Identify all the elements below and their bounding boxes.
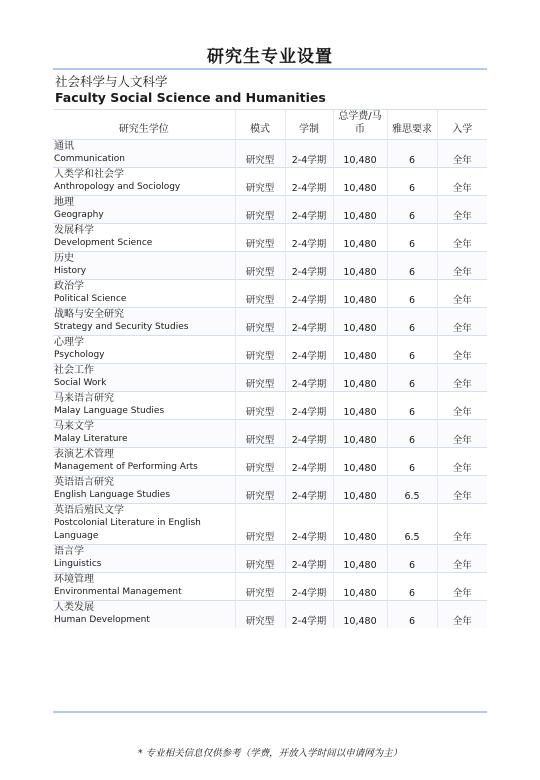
fee-cell: 10,480: [333, 545, 387, 573]
ielts-cell: 6.5: [387, 504, 437, 545]
intake-cell: 全年: [437, 476, 487, 504]
table-row: [53, 224, 487, 252]
programme-name-en: Malay Literature: [54, 434, 128, 444]
programme-table-section: [53, 68, 487, 628]
table-row: [53, 573, 487, 601]
programme-name-cn: 发展科学: [54, 225, 94, 236]
fee-cell: 10,480: [333, 196, 387, 224]
intake-cell: 全年: [437, 224, 487, 252]
programme-name-cn: 环境管理: [54, 574, 94, 585]
programme-name-cn: 心理学: [54, 337, 84, 348]
mode-cell: 研究型: [235, 280, 285, 308]
intake-cell: 全年: [437, 280, 487, 308]
fee-cell: 10,480: [333, 140, 387, 168]
programme-name-en: Malay Language Studies: [54, 406, 165, 416]
ielts-cell: 6: [387, 336, 437, 364]
ielts-cell: 6: [387, 280, 437, 308]
intake-cell: 全年: [437, 308, 487, 336]
programme-name-cn: 英语语言研究: [54, 477, 114, 488]
mode-cell: 研究型: [235, 420, 285, 448]
mode-cell: 研究型: [235, 364, 285, 392]
header-degree: 研究生学位: [53, 110, 235, 140]
fee-cell: 10,480: [333, 601, 387, 629]
fee-cell: 10,480: [333, 224, 387, 252]
programme-cell: [53, 601, 235, 629]
fee-cell: 10,480: [333, 252, 387, 280]
mode-cell: 研究型: [235, 196, 285, 224]
programme-name-en: Development Science: [54, 238, 153, 248]
programme-name-cn: 政治学: [54, 281, 84, 292]
table-row: [53, 196, 487, 224]
programme-name-cn: 历史: [54, 253, 74, 264]
duration-cell: 2-4学期: [285, 252, 333, 280]
intake-cell: 全年: [437, 504, 487, 545]
table-row: [53, 448, 487, 476]
ielts-cell: 6: [387, 545, 437, 573]
table-row: [53, 392, 487, 420]
fee-cell: 10,480: [333, 280, 387, 308]
intake-cell: 全年: [437, 601, 487, 629]
programme-cell: [53, 252, 235, 280]
duration-cell: 2-4学期: [285, 420, 333, 448]
mode-cell: 研究型: [235, 448, 285, 476]
header-ielts: 雅思要求: [387, 110, 437, 140]
programme-name-en: English Language Studies: [54, 490, 171, 500]
mode-cell: 研究型: [235, 224, 285, 252]
programme-cell: [53, 280, 235, 308]
bottom-divider: [53, 711, 487, 713]
ielts-cell: 6: [387, 196, 437, 224]
duration-cell: 2-4学期: [285, 601, 333, 629]
fee-cell: 10,480: [333, 504, 387, 545]
programme-name-cn: 英语后殖民文学: [54, 505, 124, 516]
fee-cell: 10,480: [333, 308, 387, 336]
intake-cell: 全年: [437, 420, 487, 448]
intake-cell: 全年: [437, 545, 487, 573]
programme-name-cn: 社会工作: [54, 365, 94, 376]
duration-cell: 2-4学期: [285, 545, 333, 573]
programme-name-en: Linguistics: [54, 559, 102, 569]
programme-name-en: Political Science: [54, 294, 127, 304]
programme-name-en: Anthropology and Sociology: [54, 182, 181, 192]
programme-name-en: History: [54, 266, 87, 276]
programme-cell: [53, 573, 235, 601]
duration-cell: 2-4学期: [285, 308, 333, 336]
programme-cell: [53, 224, 235, 252]
programme-name-cn: 语言学: [54, 546, 84, 557]
intake-cell: 全年: [437, 364, 487, 392]
mode-cell: 研究型: [235, 504, 285, 545]
programme-name-cn: 人类学和社会学: [54, 169, 124, 180]
programme-name-cn: 地理: [54, 197, 74, 208]
header-mode: 模式: [235, 110, 285, 140]
intake-cell: 全年: [437, 168, 487, 196]
duration-cell: 2-4学期: [285, 504, 333, 545]
duration-cell: 2-4学期: [285, 224, 333, 252]
table-row: [53, 280, 487, 308]
duration-cell: 2-4学期: [285, 392, 333, 420]
fee-cell: 10,480: [333, 336, 387, 364]
ielts-cell: 6: [387, 364, 437, 392]
intake-cell: 全年: [437, 448, 487, 476]
table-row: [53, 364, 487, 392]
mode-cell: 研究型: [235, 601, 285, 629]
ielts-cell: 6: [387, 448, 437, 476]
mode-cell: 研究型: [235, 140, 285, 168]
ielts-cell: 6: [387, 140, 437, 168]
fee-cell: 10,480: [333, 448, 387, 476]
mode-cell: 研究型: [235, 336, 285, 364]
fee-cell: 10,480: [333, 364, 387, 392]
programme-name-en: Postcolonial Literature in English Language: [54, 518, 201, 541]
programme-name-cn: 人类发展: [54, 602, 94, 613]
table-row: [53, 140, 487, 168]
duration-cell: 2-4学期: [285, 336, 333, 364]
header-intake: 入学: [437, 110, 487, 140]
table-header-row: [53, 110, 487, 140]
duration-cell: 2-4学期: [285, 364, 333, 392]
table-row: [53, 168, 487, 196]
page-title: 研究生专业设置: [207, 47, 333, 67]
table-row: [53, 252, 487, 280]
duration-cell: 2-4学期: [285, 280, 333, 308]
ielts-cell: 6: [387, 420, 437, 448]
fee-cell: 10,480: [333, 392, 387, 420]
programme-cell: [53, 196, 235, 224]
duration-cell: 2-4学期: [285, 573, 333, 601]
fee-cell: 10,480: [333, 476, 387, 504]
table-row: [53, 420, 487, 448]
table-row: [53, 308, 487, 336]
fee-cell: 10,480: [333, 420, 387, 448]
programme-cell: [53, 140, 235, 168]
intake-cell: 全年: [437, 252, 487, 280]
faculty-name-cn: 社会科学与人文科学: [55, 74, 168, 89]
mode-cell: 研究型: [235, 573, 285, 601]
mode-cell: 研究型: [235, 545, 285, 573]
programme-name-en: Environmental Management: [54, 587, 182, 597]
intake-cell: 全年: [437, 196, 487, 224]
table-row: [53, 336, 487, 364]
programme-name-cn: 通讯: [54, 141, 74, 152]
duration-cell: 2-4学期: [285, 476, 333, 504]
ielts-cell: 6: [387, 573, 437, 601]
table-row: [53, 545, 487, 573]
table-row: [53, 476, 487, 504]
programme-name-en: Psychology: [54, 350, 105, 360]
duration-cell: 2-4学期: [285, 140, 333, 168]
programme-name-en: Communication: [54, 154, 125, 164]
footnote: * 专业相关信息仅供参考（学费，开放入学时间以申请网为主）: [137, 748, 403, 759]
programme-cell: [53, 545, 235, 573]
ielts-cell: 6: [387, 252, 437, 280]
mode-cell: 研究型: [235, 392, 285, 420]
intake-cell: 全年: [437, 392, 487, 420]
mode-cell: 研究型: [235, 476, 285, 504]
programme-name-cn: 马来语言研究: [54, 393, 114, 404]
intake-cell: 全年: [437, 573, 487, 601]
ielts-cell: 6: [387, 601, 437, 629]
header-duration: 学制: [285, 110, 333, 140]
header-fee: 总学费/马币: [333, 110, 387, 140]
mode-cell: 研究型: [235, 252, 285, 280]
programme-cell: [53, 336, 235, 364]
ielts-cell: 6: [387, 224, 437, 252]
fee-cell: 10,480: [333, 573, 387, 601]
duration-cell: 2-4学期: [285, 196, 333, 224]
programme-name-cn: 战略与安全研究: [54, 309, 124, 320]
programme-name-en: Management of Performing Arts: [54, 462, 198, 472]
table-row: [53, 601, 487, 629]
programme-table: [53, 109, 487, 628]
ielts-cell: 6: [387, 392, 437, 420]
programme-name-cn: 马来文学: [54, 421, 94, 432]
intake-cell: 全年: [437, 140, 487, 168]
programme-cell: [53, 420, 235, 448]
ielts-cell: 6: [387, 168, 437, 196]
duration-cell: 2-4学期: [285, 448, 333, 476]
ielts-cell: 6: [387, 308, 437, 336]
programme-name-cn: 表演艺术管理: [54, 449, 114, 460]
table-row: [53, 504, 487, 545]
programme-cell: [53, 448, 235, 476]
mode-cell: 研究型: [235, 168, 285, 196]
faculty-name-en: Faculty Social Science and Humanities: [55, 90, 326, 105]
intake-cell: 全年: [437, 336, 487, 364]
mode-cell: 研究型: [235, 308, 285, 336]
programme-cell: [53, 168, 235, 196]
ielts-cell: 6.5: [387, 476, 437, 504]
fee-cell: 10,480: [333, 168, 387, 196]
programme-name-en: Social Work: [54, 378, 107, 388]
programme-name-en: Human Development: [54, 615, 150, 625]
faculty-header: [53, 70, 487, 109]
programme-name-en: Strategy and Security Studies: [54, 322, 189, 332]
programme-cell: [53, 504, 235, 545]
programme-name-en: Geography: [54, 210, 104, 220]
programme-cell: [53, 476, 235, 504]
programme-cell: [53, 392, 235, 420]
programme-cell: [53, 308, 235, 336]
programme-cell: [53, 364, 235, 392]
duration-cell: 2-4学期: [285, 168, 333, 196]
